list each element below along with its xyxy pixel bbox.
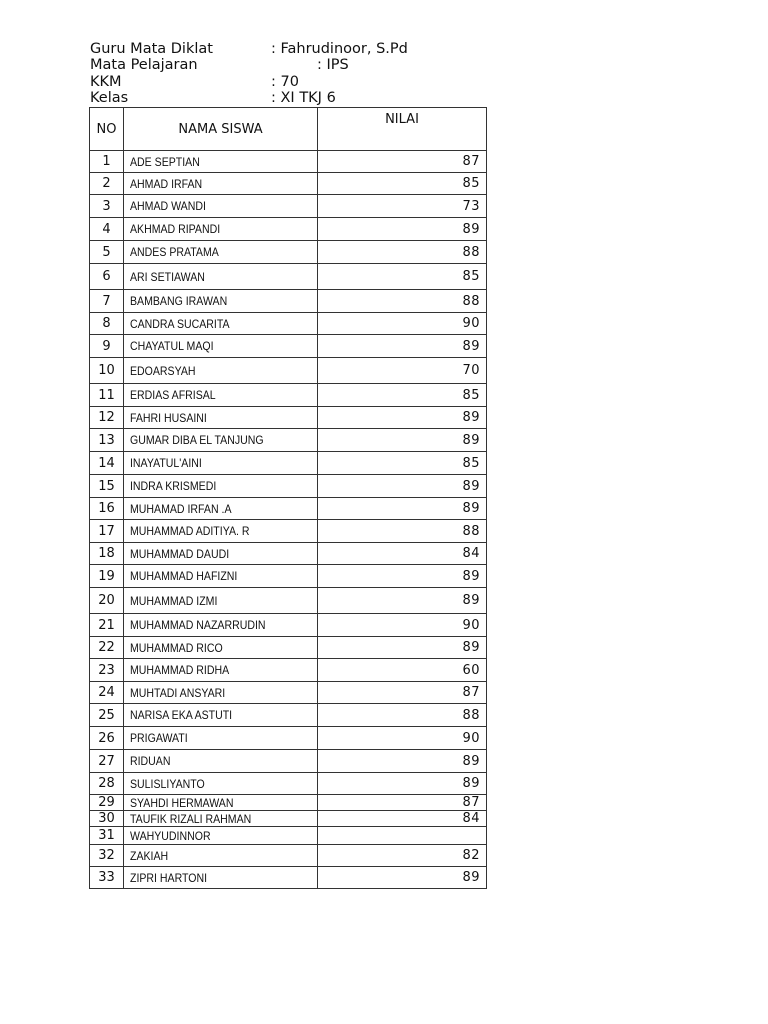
table-row: [90, 811, 487, 827]
row-number: 5: [90, 241, 124, 264]
table-row: [90, 264, 487, 290]
student-name-cell: [124, 682, 318, 704]
score: 89: [318, 429, 487, 452]
table-row: [90, 498, 487, 520]
student-name-cell: [124, 588, 318, 614]
class-value: : XI TKJ 6: [271, 90, 336, 106]
table-row: [90, 750, 487, 773]
row-number: 29: [90, 795, 124, 811]
row-number: 13: [90, 429, 124, 452]
subject-label: Mata Pelajaran: [90, 57, 198, 73]
student-name-cell: [124, 195, 318, 218]
subject-value: : IPS: [317, 57, 349, 73]
student-name: AKHMAD RIPANDI: [130, 222, 221, 236]
student-name-cell: [124, 520, 318, 543]
student-name: BAMBANG IRAWAN: [130, 294, 228, 308]
student-name-cell: [124, 867, 318, 889]
score: 89: [318, 867, 487, 889]
table-row: [90, 614, 487, 637]
score: 89: [318, 407, 487, 429]
student-name: ANDES PRATAMA: [130, 245, 219, 259]
row-number: 28: [90, 773, 124, 795]
student-name-cell: [124, 241, 318, 264]
student-name: ERDIAS AFRISAL: [130, 388, 216, 402]
student-name: MUHAMMAD RIDHA: [130, 663, 230, 677]
grades-table: [89, 107, 487, 889]
score: 70: [318, 358, 487, 384]
student-name: MUHAMMAD DAUDI: [130, 546, 230, 561]
score: 85: [318, 452, 487, 475]
kkm-value: : 70: [271, 74, 299, 90]
score: 60: [318, 659, 487, 682]
table-row: [90, 520, 487, 543]
column-header-no: NO: [90, 108, 124, 151]
student-name: PRIGAWATI: [130, 731, 188, 745]
row-number: 32: [90, 845, 124, 867]
score: 89: [318, 637, 487, 659]
student-name-cell: [124, 727, 318, 750]
student-name-cell: [124, 614, 318, 637]
student-name-cell: [124, 358, 318, 384]
student-name-cell: [124, 543, 318, 565]
score: 87: [318, 795, 487, 811]
student-name: MUHAMMAD RICO: [130, 640, 223, 655]
teacher-label: Guru Mata Diklat: [90, 41, 213, 57]
row-number: 6: [90, 264, 124, 290]
score: [318, 827, 487, 845]
student-name-cell: [124, 290, 318, 313]
row-number: 18: [90, 543, 124, 565]
student-name: MUHAMMAD IZMI: [130, 593, 218, 608]
score: 89: [318, 750, 487, 773]
kkm-line: [90, 74, 299, 90]
table-row: [90, 659, 487, 682]
student-name-cell: [124, 750, 318, 773]
score: 87: [318, 682, 487, 704]
row-number: 25: [90, 704, 124, 727]
row-number: 12: [90, 407, 124, 429]
student-name-cell: [124, 452, 318, 475]
student-name-cell: [124, 407, 318, 429]
table-row: [90, 151, 487, 173]
table-row: [90, 195, 487, 218]
student-name-cell: [124, 264, 318, 290]
student-name-cell: [124, 773, 318, 795]
table-row: [90, 313, 487, 335]
student-name: TAUFIK RIZALI RAHMAN: [130, 811, 252, 826]
row-number: 7: [90, 290, 124, 313]
row-number: 20: [90, 588, 124, 614]
teacher-line: [90, 41, 408, 57]
score: 89: [318, 335, 487, 358]
student-name: FAHRI HUSAINI: [130, 410, 207, 425]
row-number: 26: [90, 727, 124, 750]
student-name: AHMAD WANDI: [130, 199, 206, 213]
score: 84: [318, 811, 487, 827]
row-number: 9: [90, 335, 124, 358]
student-name-cell: [124, 845, 318, 867]
row-number: 23: [90, 659, 124, 682]
student-name-cell: [124, 429, 318, 452]
score: 89: [318, 475, 487, 498]
table-row: [90, 637, 487, 659]
table-row: [90, 565, 487, 588]
score: 73: [318, 195, 487, 218]
student-name: SYAHDI HERMAWAN: [130, 795, 234, 810]
student-name: MUHAMMAD NAZARRUDIN: [130, 618, 266, 632]
row-number: 22: [90, 637, 124, 659]
table-row: [90, 867, 487, 889]
row-number: 21: [90, 614, 124, 637]
score: 89: [318, 218, 487, 241]
table-row: [90, 727, 487, 750]
row-number: 4: [90, 218, 124, 241]
student-name-cell: [124, 173, 318, 195]
student-name: ARI SETIAWAN: [130, 269, 205, 284]
score: 89: [318, 498, 487, 520]
student-name: MUHTADI ANSYARI: [130, 685, 226, 700]
row-number: 8: [90, 313, 124, 335]
table-row: [90, 290, 487, 313]
table-row: [90, 452, 487, 475]
score: 89: [318, 588, 487, 614]
student-name-cell: [124, 827, 318, 845]
table-header-row: [90, 108, 487, 151]
score: 88: [318, 241, 487, 264]
class-label: Kelas: [90, 90, 129, 106]
row-number: 31: [90, 827, 124, 845]
student-name: WAHYUDINNOR: [130, 828, 211, 843]
student-name: ZIPRI HARTONI: [130, 870, 208, 885]
row-number: 3: [90, 195, 124, 218]
column-header-nilai: NILAI: [318, 108, 487, 151]
student-name: MUHAMMAD ADITIYA. R: [130, 524, 250, 538]
student-name-cell: [124, 151, 318, 173]
score: 90: [318, 313, 487, 335]
table-row: [90, 384, 487, 407]
score: 85: [318, 384, 487, 407]
student-name-cell: [124, 218, 318, 241]
row-number: 2: [90, 173, 124, 195]
teacher-value: : Fahrudinoor, S.Pd: [271, 41, 408, 57]
class-line: [90, 90, 336, 106]
score: 90: [318, 614, 487, 637]
table-row: [90, 773, 487, 795]
student-name-cell: [124, 659, 318, 682]
table-row: [90, 407, 487, 429]
student-name-cell: [124, 313, 318, 335]
score: 84: [318, 543, 487, 565]
student-name: INAYATUL'AINI: [130, 456, 202, 470]
student-name: MUHAMMAD HAFIZNI: [130, 569, 238, 583]
table-row: [90, 845, 487, 867]
table-row: [90, 827, 487, 845]
row-number: 33: [90, 867, 124, 889]
student-name-cell: [124, 795, 318, 811]
student-name: CANDRA SUCARITA: [130, 316, 230, 331]
student-name: RIDUAN: [130, 754, 171, 768]
score: 85: [318, 264, 487, 290]
score: 89: [318, 565, 487, 588]
row-number: 16: [90, 498, 124, 520]
row-number: 17: [90, 520, 124, 543]
table-row: [90, 475, 487, 498]
score: 85: [318, 173, 487, 195]
subject-line: [90, 57, 349, 73]
student-name: SULISLIYANTO: [130, 776, 205, 791]
table-row: [90, 173, 487, 195]
row-number: 11: [90, 384, 124, 407]
score: 88: [318, 290, 487, 313]
row-number: 24: [90, 682, 124, 704]
student-name-cell: [124, 384, 318, 407]
row-number: 19: [90, 565, 124, 588]
student-name-cell: [124, 811, 318, 827]
kkm-label: KKM: [90, 74, 122, 90]
student-name-cell: [124, 498, 318, 520]
row-number: 10: [90, 358, 124, 384]
table-row: [90, 588, 487, 614]
student-name: EDOARSYAH: [130, 363, 196, 378]
student-name: NARISA EKA ASTUTI: [130, 708, 233, 722]
score: 88: [318, 704, 487, 727]
column-header-nama: NAMA SISWA: [124, 108, 318, 151]
score: 90: [318, 727, 487, 750]
student-name: CHAYATUL MAQI: [130, 339, 214, 353]
table-row: [90, 795, 487, 811]
table-row: [90, 682, 487, 704]
student-name: AHMAD IRFAN: [130, 176, 203, 191]
student-name-cell: [124, 565, 318, 588]
score: 89: [318, 773, 487, 795]
table-row: [90, 704, 487, 727]
table-row: [90, 218, 487, 241]
student-name: GUMAR DIBA EL TANJUNG: [130, 433, 264, 447]
student-name: ZAKIAH: [130, 848, 169, 863]
student-name-cell: [124, 704, 318, 727]
student-name: MUHAMAD IRFAN .A: [130, 501, 232, 516]
score: 87: [318, 151, 487, 173]
table-row: [90, 335, 487, 358]
table-row: [90, 543, 487, 565]
row-number: 1: [90, 151, 124, 173]
score: 82: [318, 845, 487, 867]
student-name-cell: [124, 475, 318, 498]
score: 88: [318, 520, 487, 543]
row-number: 30: [90, 811, 124, 827]
row-number: 15: [90, 475, 124, 498]
table-row: [90, 241, 487, 264]
student-name-cell: [124, 637, 318, 659]
student-name-cell: [124, 335, 318, 358]
row-number: 27: [90, 750, 124, 773]
student-name: ADE SEPTIAN: [130, 154, 200, 169]
table-row: [90, 358, 487, 384]
table-row: [90, 429, 487, 452]
row-number: 14: [90, 452, 124, 475]
student-name: INDRA KRISMEDI: [130, 479, 217, 493]
